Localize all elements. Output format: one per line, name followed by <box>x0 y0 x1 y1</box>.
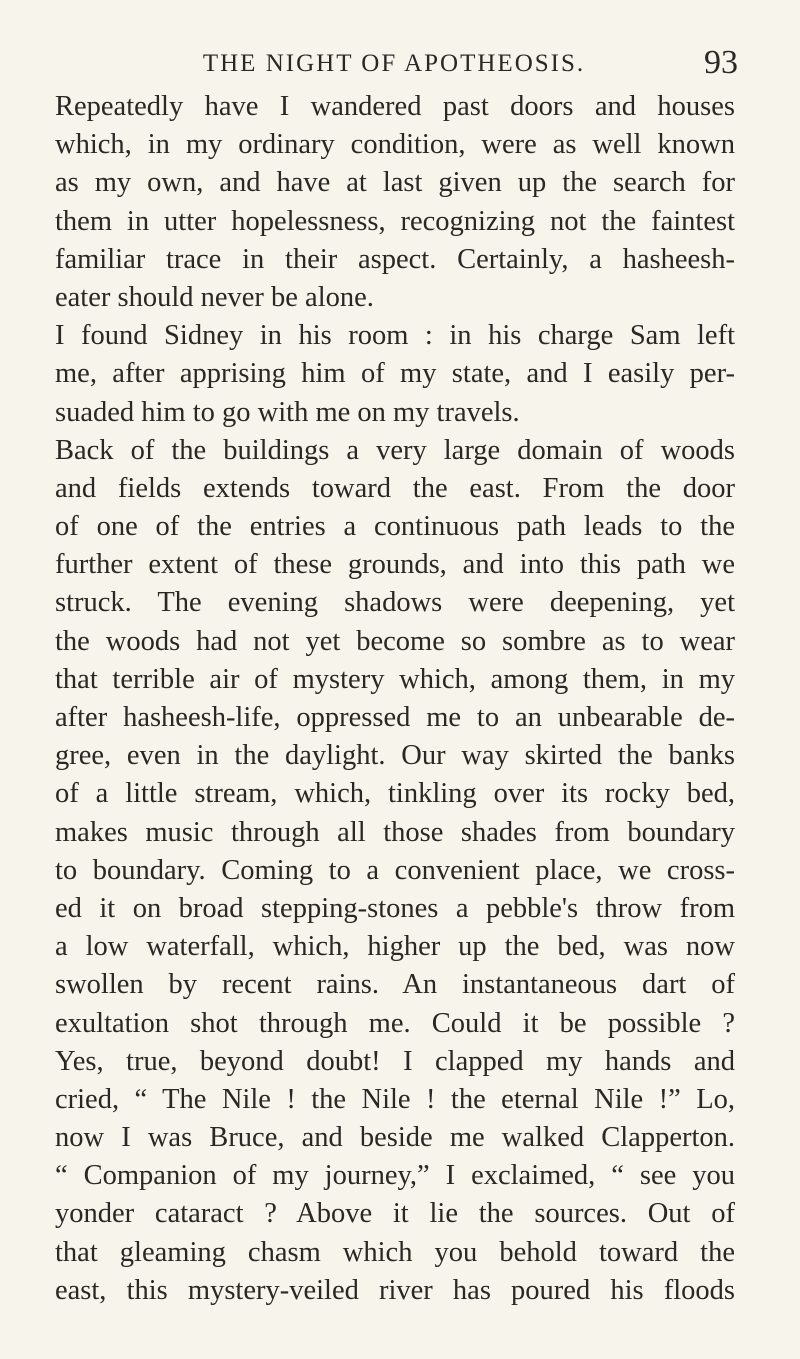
page-number: 93 <box>704 44 738 81</box>
text-line: cried, “ The Nile ! the Nile ! the eternal Nile !” Lo, <box>55 1083 735 1115</box>
text-line: ed it on broad stepping-stones a pebble's throw from <box>55 892 735 924</box>
text-line: to boundary. Coming to a convenient place, we cross- <box>55 854 735 886</box>
text-line: I found Sidney in his room : in his charge Sam left <box>55 320 735 352</box>
text-line: east, this mystery-veiled river has poured his floods <box>55 1274 735 1306</box>
text-line: me, after apprising him of my state, and I easily per- <box>55 358 735 390</box>
text-line: exultation shot through me. Could it be possible ? <box>55 1007 735 1039</box>
text-line: Yes, true, beyond doubt! I clapped my hands and <box>55 1045 735 1077</box>
text-line: which, in my ordinary condition, were as well known <box>55 129 735 161</box>
text-line: eater should never be alone. <box>55 281 374 313</box>
text-line: of a little stream, which, tinkling over its rocky bed, <box>55 778 735 810</box>
text-line: Back of the buildings a very large domain of woods <box>55 434 735 466</box>
text-line: further extent of these grounds, and into this path we <box>55 549 735 581</box>
body-text <box>55 88 735 1310</box>
text-line: them in utter hopelessness, recognizing not the faintest <box>55 205 735 237</box>
text-line: after hasheesh-life, oppressed me to an unbearable de- <box>55 702 735 733</box>
text-line: gree, even in the daylight. Our way skirted the banks <box>55 740 735 772</box>
text-line: a low waterfall, which, higher up the bed, was now <box>55 931 735 963</box>
text-line: struck. The evening shadows were deepening, yet <box>55 587 735 619</box>
text-line: as my own, and have at last given up the search for <box>55 167 735 199</box>
text-line: that terrible air of mystery which, among them, in my <box>55 663 735 695</box>
running-head <box>50 44 738 84</box>
text-line: yonder cataract ? Above it lie the sources. Out of <box>55 1198 735 1230</box>
text-line: of one of the entries a continuous path leads to the <box>55 511 735 543</box>
text-line: makes music through all those shades from boundary <box>55 816 735 848</box>
running-title: THE NIGHT OF APOTHEOSIS. <box>202 50 586 77</box>
text-line: suaded him to go with me on my travels. <box>55 396 520 428</box>
text-line: that gleaming chasm which you behold toward the <box>55 1236 735 1268</box>
text-line: and fields extends toward the east. From the door <box>55 472 735 504</box>
text-line: now I was Bruce, and beside me walked Clapperton. <box>55 1122 735 1154</box>
text-line: swollen by recent rains. An instantaneous dart of <box>55 969 735 1001</box>
text-line: the woods had not yet become so sombre as to wear <box>55 625 735 657</box>
text-line: familiar trace in their aspect. Certainly, a hasheesh- <box>55 243 735 275</box>
text-line: Repeatedly have I wandered past doors and houses <box>55 91 735 122</box>
text-line: “ Companion of my journey,” I exclaimed, “ see you <box>55 1160 735 1192</box>
